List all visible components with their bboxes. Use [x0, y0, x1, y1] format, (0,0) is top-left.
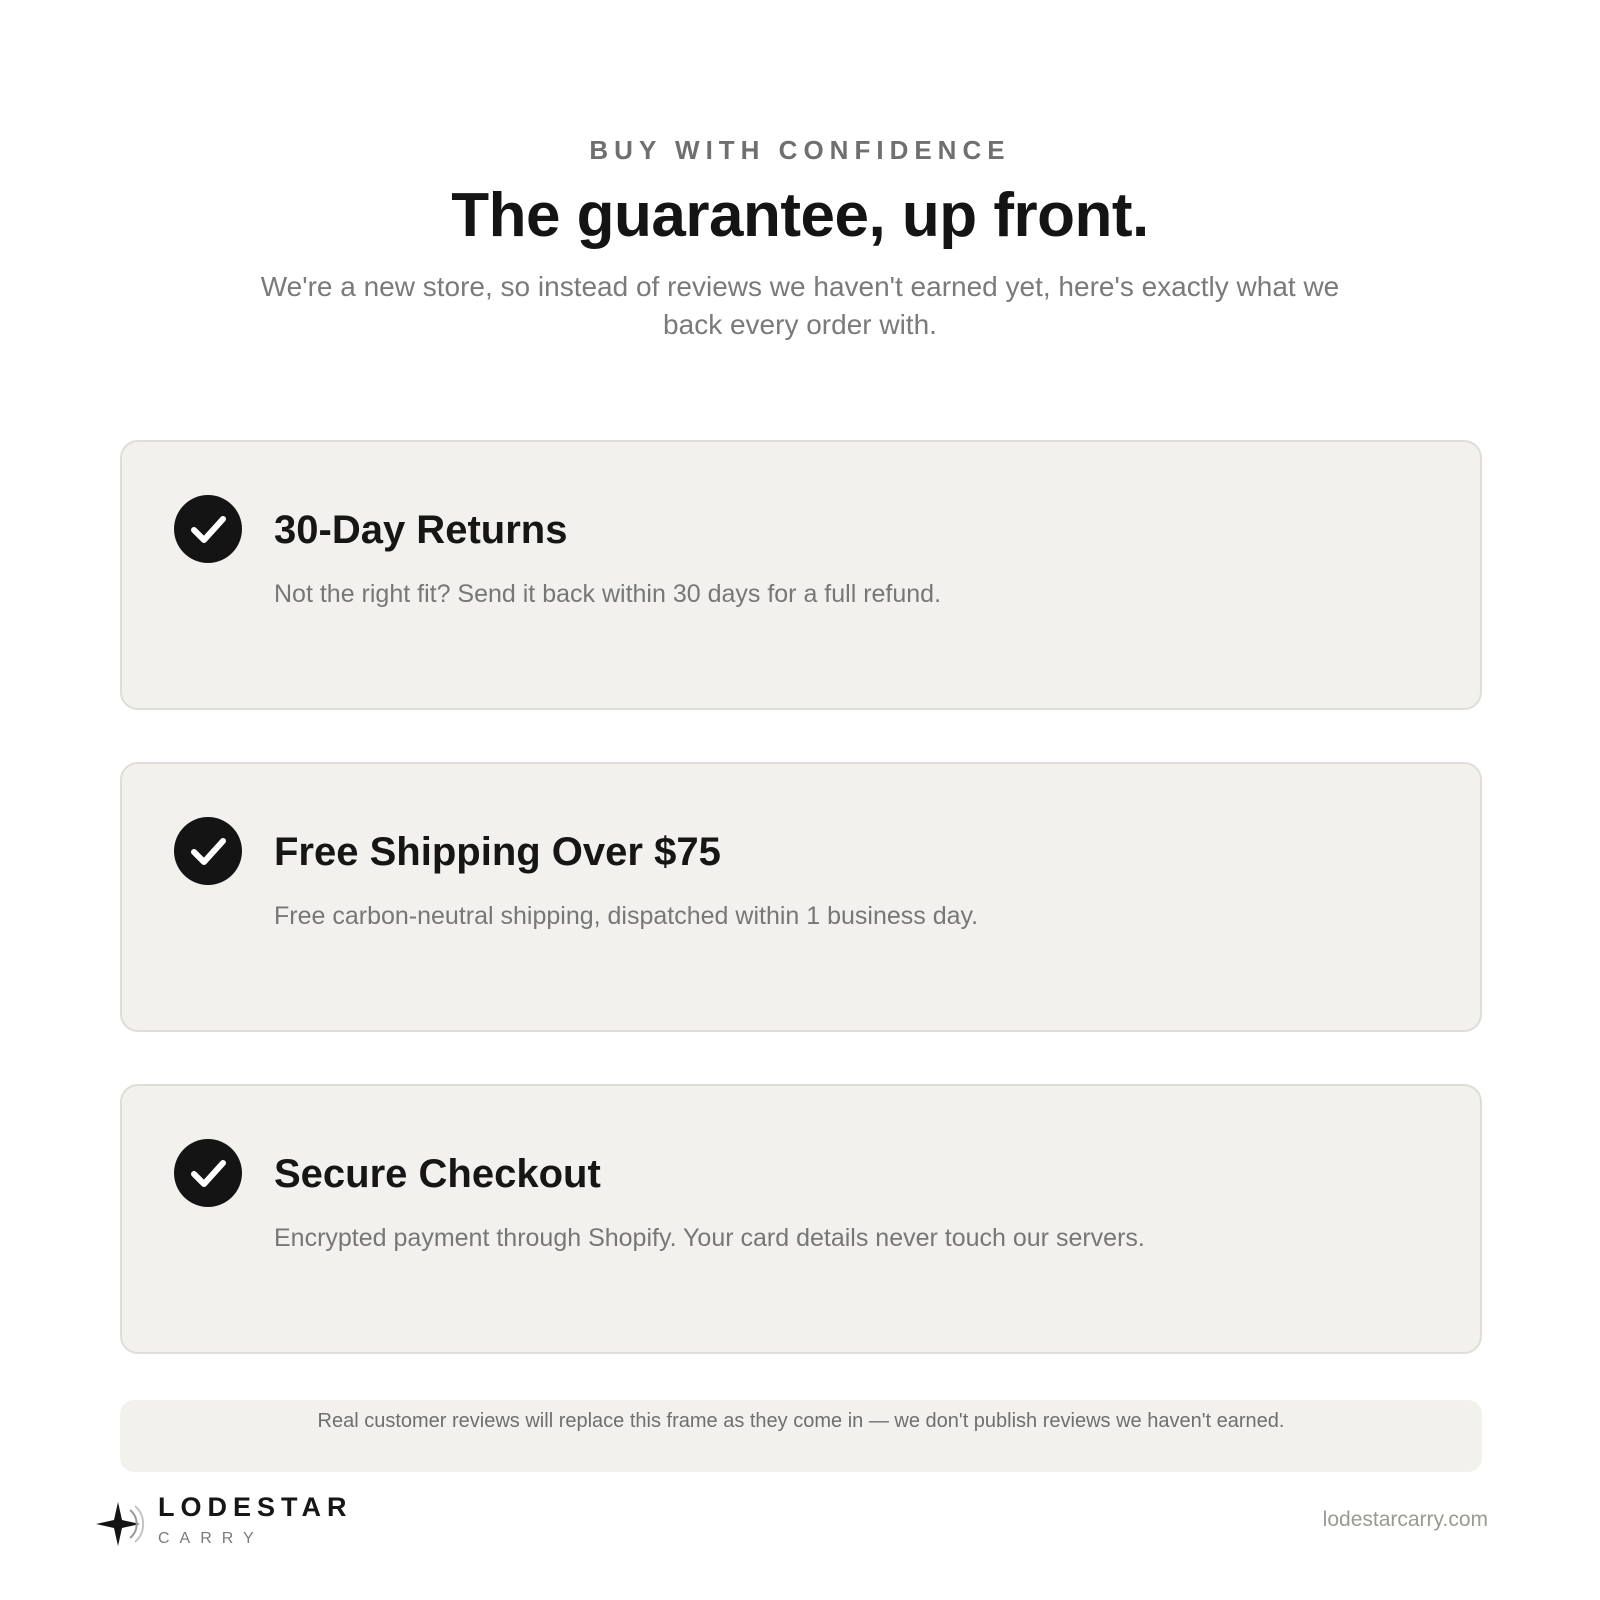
card-title: Secure Checkout — [274, 1152, 601, 1196]
check-circle-icon — [174, 817, 242, 885]
website-link[interactable]: lodestarcarry.com — [1322, 1508, 1488, 1531]
guarantee-card-returns — [120, 440, 1482, 710]
card-description: Free carbon-neutral shipping, dispatched within 1 business day. — [274, 902, 979, 930]
page-title: The guarantee, up front. — [451, 181, 1149, 250]
reviews-note: Real customer reviews will replace this frame as they come in — we don't publish reviews we haven't earned. — [120, 1400, 1482, 1472]
page-subtitle: We're a new store, so instead of reviews we haven't earned yet, here's exactly what we back every order with. — [260, 271, 1340, 340]
guarantee-card-checkout — [120, 1084, 1482, 1354]
check-circle-icon — [174, 495, 242, 563]
card-description: Not the right fit? Send it back within 30 days for a full refund. — [274, 580, 942, 608]
brand-logo — [96, 1492, 356, 1562]
brand-subname: CARRY — [158, 1530, 264, 1547]
card-title: Free Shipping Over $75 — [274, 830, 721, 874]
guarantee-card-shipping — [120, 762, 1482, 1032]
eyebrow-label: BUY WITH CONFIDENCE — [589, 135, 1011, 165]
four-point-star-icon — [96, 1498, 148, 1550]
card-title: 30-Day Returns — [274, 508, 568, 552]
check-circle-icon — [174, 1139, 242, 1207]
card-description: Encrypted payment through Shopify. Your card details never touch our servers. — [274, 1224, 1145, 1252]
brand-name: LODESTAR — [158, 1492, 353, 1522]
